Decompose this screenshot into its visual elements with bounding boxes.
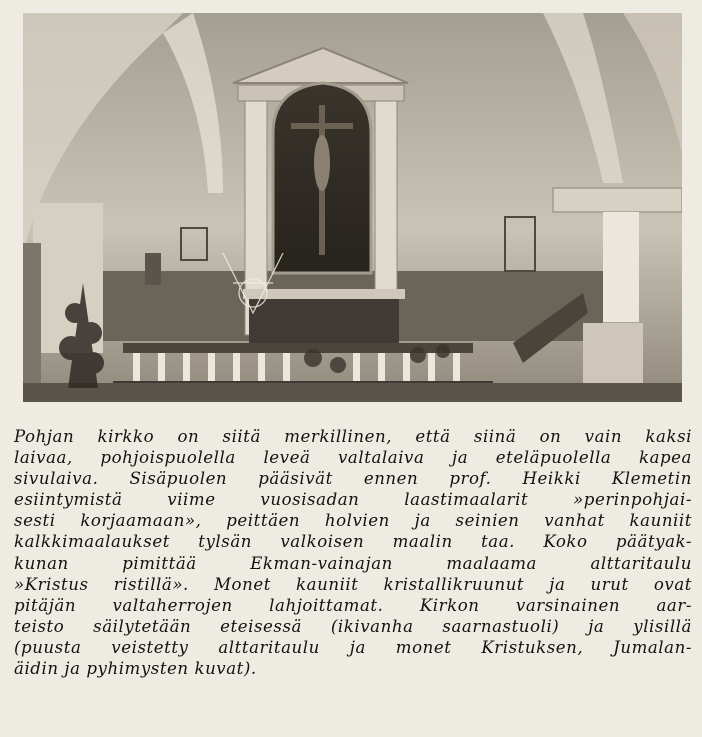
caption-line: sivulaiva. Sisäpuolen pääsivät ennen prof. Heikki Klemetin	[14, 469, 692, 489]
photo-caption	[14, 426, 692, 679]
church-interior-image	[23, 13, 682, 402]
caption-line: äidin ja pyhimysten kuvat).	[14, 659, 257, 679]
caption-line: pitäjän valtaherrojen lahjoittamat. Kirkon varsinainen aar-	[14, 595, 692, 615]
church-interior-photo	[23, 13, 682, 402]
caption-line: »Kristus ristillä». Monet kauniit kristallikruunut ja urut ovat	[14, 574, 692, 594]
caption-line: kalkkimaalaukset tylsän valkoisen maalin taa. Koko päätyak-	[14, 532, 692, 552]
caption-line: (puusta veistetty alttaritaulu ja monet Kristuksen, Jumalan-	[14, 637, 692, 657]
caption-line: kunan pimittää Ekman-vainajan maalaama alttaritaulu	[14, 553, 692, 573]
caption-line: esiintymistä viime vuosisadan laastimaalarit »perinpohjai-	[14, 490, 692, 510]
caption-line: laivaa, pohjoispuolella leveä valtalaiva ja eteläpuolella kapea	[14, 448, 692, 468]
caption-line: sesti korjaamaan», peittäen holvien ja seinien vanhat kauniit	[14, 511, 692, 531]
caption-line: Pohjan kirkko on siitä merkillinen, että siinä on vain kaksi	[14, 427, 692, 446]
caption-line: teisto säilytetään eteisessä (ikivanha saarnastuoli) ja ylisillä	[14, 616, 692, 636]
